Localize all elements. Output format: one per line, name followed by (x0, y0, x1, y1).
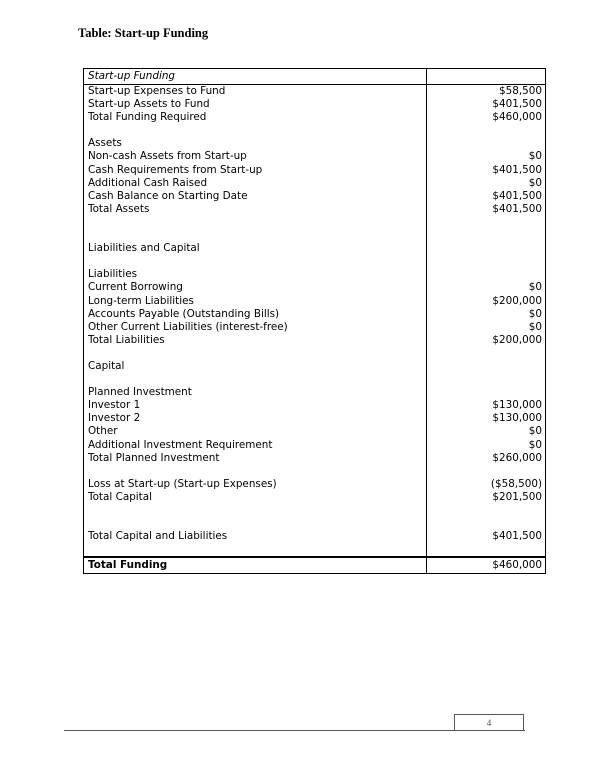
row-label: Planned Investment (84, 386, 427, 399)
row-label: Total Planned Investment (84, 452, 427, 465)
row-value: $401,500 (492, 530, 542, 543)
table-row (84, 281, 545, 294)
row-value: $401,500 (492, 98, 542, 111)
row-value (427, 373, 545, 386)
row-value: $130,000 (492, 412, 542, 425)
row-label (84, 216, 427, 229)
row-value: $200,000 (492, 333, 542, 346)
row-value: $0 (528, 425, 542, 438)
table-row (84, 321, 545, 334)
row-label (84, 504, 427, 517)
row-value (427, 347, 545, 360)
table-row (84, 399, 545, 412)
row-label: Additional Cash Raised (84, 177, 427, 190)
table-row (84, 373, 545, 386)
row-label: Other Current Liabilities (interest-free) (84, 321, 427, 334)
row-label: Start-up Expenses to Fund (84, 85, 427, 98)
row-value (427, 543, 545, 556)
table-row (84, 190, 545, 203)
table-row (84, 412, 545, 425)
table-row (84, 295, 545, 308)
table-row (84, 543, 545, 556)
table-header-value (427, 69, 545, 84)
table-row (84, 530, 545, 543)
row-value: $460,000 (492, 111, 542, 124)
table-row (84, 124, 545, 137)
table-row (84, 360, 545, 373)
table-body (84, 85, 545, 556)
table-row (84, 465, 545, 478)
row-value (427, 216, 545, 229)
row-value (427, 242, 545, 255)
row-value (427, 360, 545, 373)
row-label (84, 255, 427, 268)
row-value (427, 124, 545, 137)
row-value: $200,000 (492, 294, 542, 307)
row-value: $260,000 (492, 451, 542, 464)
row-value: $0 (528, 281, 542, 294)
row-label: Total Assets (84, 203, 427, 216)
row-value: $0 (528, 438, 542, 451)
row-label: Investor 2 (84, 412, 427, 425)
row-value: $0 (528, 176, 542, 189)
row-label: Total Capital and Liabilities (84, 530, 427, 543)
row-value (427, 504, 545, 517)
row-label (84, 517, 427, 530)
table-row (84, 177, 545, 190)
row-label: Non-cash Assets from Start-up (84, 150, 427, 163)
total-funding-label: Total Funding (84, 558, 427, 573)
row-label: Loss at Start-up (Start-up Expenses) (84, 478, 427, 491)
row-value: $58,500 (499, 85, 542, 97)
table-row (84, 137, 545, 150)
table-footer-row (84, 556, 545, 573)
row-label: Assets (84, 137, 427, 150)
row-label: Liabilities (84, 268, 427, 281)
table-row (84, 504, 545, 517)
row-label (84, 373, 427, 386)
row-label: Total Capital (84, 491, 427, 504)
row-label: Long-term Liabilities (84, 295, 427, 308)
row-label: Accounts Payable (Outstanding Bills) (84, 308, 427, 321)
footer-rule (64, 730, 525, 731)
row-value (427, 386, 545, 399)
table-row (84, 85, 545, 98)
row-value: $401,500 (492, 189, 542, 202)
row-value: $201,500 (492, 490, 542, 503)
row-label (84, 465, 427, 478)
table-row (84, 334, 545, 347)
row-value (427, 517, 545, 530)
row-value: $130,000 (492, 399, 542, 412)
table-row (84, 386, 545, 399)
total-funding-value: $460,000 (492, 559, 542, 572)
table-row (84, 242, 545, 255)
table-row (84, 347, 545, 360)
row-label: Cash Requirements from Start-up (84, 164, 427, 177)
row-label: Additional Investment Requirement (84, 439, 427, 452)
row-value: $0 (528, 150, 542, 163)
row-value: $401,500 (492, 202, 542, 215)
row-label (84, 124, 427, 137)
row-label: Total Liabilities (84, 334, 427, 347)
table-row (84, 452, 545, 465)
table-row (84, 216, 545, 229)
row-label: Start-up Assets to Fund (84, 98, 427, 111)
row-label: Total Funding Required (84, 111, 427, 124)
row-label (84, 229, 427, 242)
row-value (427, 229, 545, 242)
row-label: Current Borrowing (84, 281, 427, 294)
row-label: Investor 1 (84, 399, 427, 412)
table-row (84, 439, 545, 452)
table-row (84, 425, 545, 438)
row-value: $401,500 (492, 163, 542, 176)
row-label: Liabilities and Capital (84, 242, 427, 255)
page-number: 4 (454, 714, 524, 730)
row-value: $0 (528, 307, 542, 320)
table-row (84, 203, 545, 216)
page-title: Table: Start-up Funding (78, 26, 209, 40)
table-row (84, 517, 545, 530)
row-label: Capital (84, 360, 427, 373)
row-label: Other (84, 425, 427, 438)
table-row (84, 150, 545, 163)
table-row (84, 255, 545, 268)
table-header-row (84, 69, 545, 85)
startup-funding-table (83, 68, 546, 574)
row-value (427, 137, 545, 150)
row-value (427, 255, 545, 268)
table-row (84, 98, 545, 111)
row-label (84, 543, 427, 556)
table-row (84, 478, 545, 491)
row-value: ($58,500) (490, 477, 542, 490)
table-row (84, 268, 545, 281)
row-label: Cash Balance on Starting Date (84, 190, 427, 203)
table-row (84, 491, 545, 504)
table-row (84, 229, 545, 242)
table-row (84, 111, 545, 124)
row-value: $0 (528, 320, 542, 333)
table-header-label: Start-up Funding (84, 69, 427, 84)
row-value (427, 268, 545, 281)
table-row (84, 164, 545, 177)
row-value (427, 465, 545, 478)
row-label (84, 347, 427, 360)
table-row (84, 308, 545, 321)
